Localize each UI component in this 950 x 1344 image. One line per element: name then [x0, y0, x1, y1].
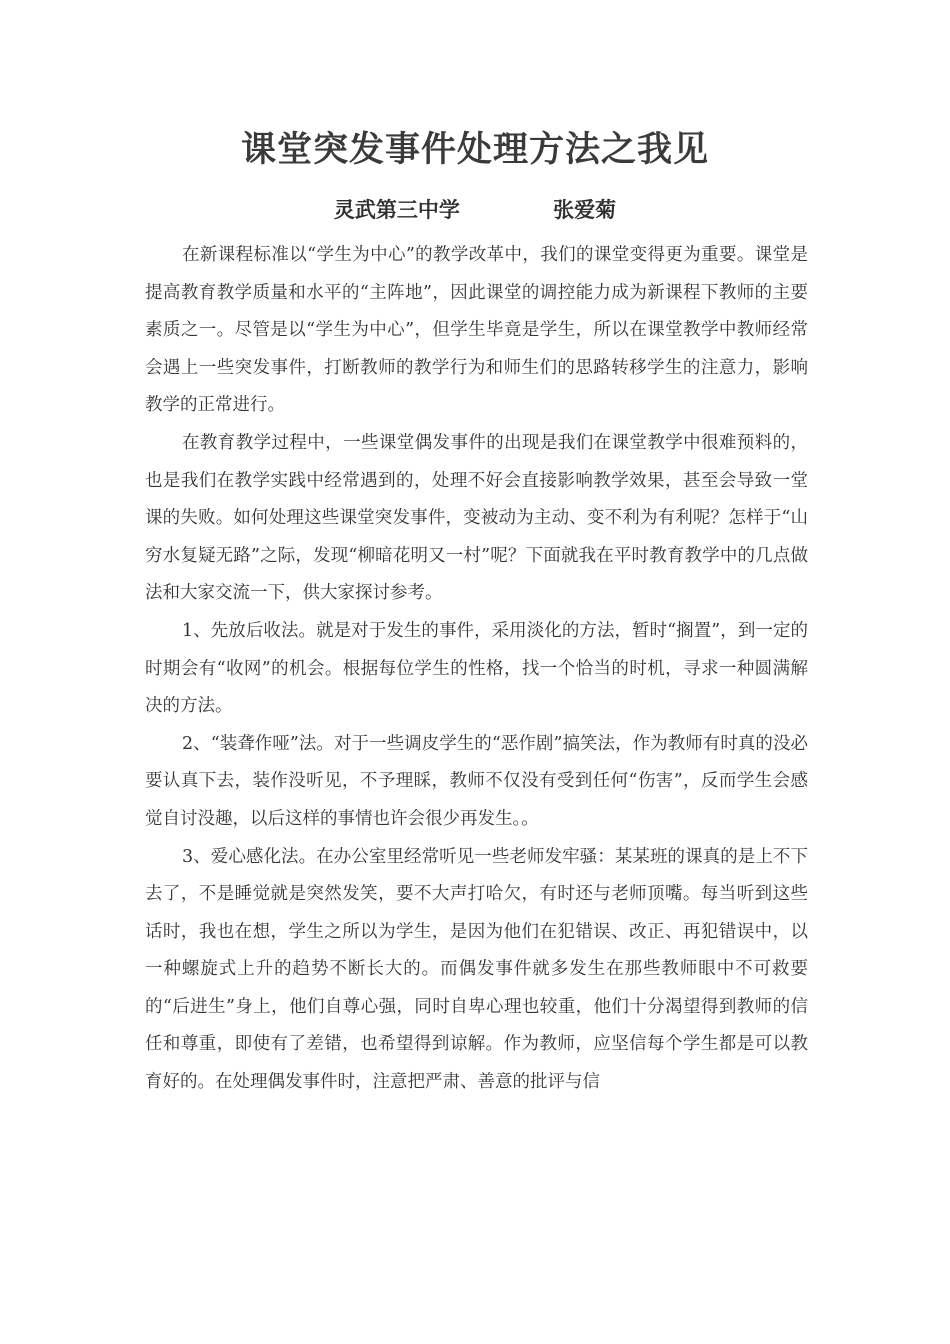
paragraph-method-2: 2、“装聋作哑”法。对于一些调皮学生的“恶作剧”搞笑法，作为教师有时真的没必要认真下去，装作没听见，不予理睬，教师不仅没有受到任何“伤害”，反而学生会感觉自讨没趣，以后这样的事情也许会很少再发生。。	[145, 733, 808, 829]
author-name: 张爱菊	[553, 197, 617, 222]
document-body	[145, 237, 808, 1102]
paragraph-method-1: 1、先放后收法。就是对于发生的事件，采用淡化的方法，暂时“搁置”，到一定的时期会有“收网”的机会。根据每位学生的性格，找一个恰当的时机，寻求一种圆满解决的方法。	[145, 620, 808, 717]
paragraph-method-3: 3、爱心感化法。在办公室里经常听见一些老师发牢骚：某某班的课真的是上不下去了，不是睡觉就是突然发笑，要不大声打哈欠，有时还与老师顶嘴。每当听到这些话时，我也在想，学生之所以为学生，是因为他们在犯错误、改正、再犯错误中，以一种螺旋式上升的趋势不断长大的。而偶发事件就多发生在那些教师眼中不可救要的“后进生”身上，他们自尊心强，同时自卑心理也较重，他们十分渴望得到教师的信任和尊重，即使有了差错，也希望得到谅解。作为教师，应坚信每个学生都是可以教育好的。在处理偶发事件时，注意把严肃、善意的批评与信	[145, 846, 808, 1093]
paragraph-intro: 在新课程标准以“学生为中心”的教学改革中，我们的课堂变得更为重要。课堂是提高教育教学质量和水平的“主阵地”，因此课堂的调控能力成为新课程下教师的主要素质之一。尽管是以“学生为中心”，但学生毕竟是学生，所以在课堂教学中教师经常会遇上一些突发事件，打断教师的教学行为和师生们的思路转移学生的注意力，影响教学的正常进行。	[145, 245, 808, 416]
byline	[0, 190, 950, 230]
paragraph-context: 在教育教学过程中，一些课堂偶发事件的出现是我们在课堂教学中很难预料的，也是我们在教学实践中经常遇到的，处理不好会直接影响教学效果，甚至会导致一堂课的失败。如何处理这些课堂突发事件，变被动为主动、变不利为有利呢？怎样于“山穷水复疑无路”之际，发现“柳暗花明又一村”呢？下面就我在平时教育教学中的几点做法和大家交流一下，供大家探讨参考。	[145, 432, 808, 604]
document-title: 课堂突发事件处理方法之我见	[240, 129, 709, 170]
school-name: 灵武第三中学	[333, 197, 460, 222]
